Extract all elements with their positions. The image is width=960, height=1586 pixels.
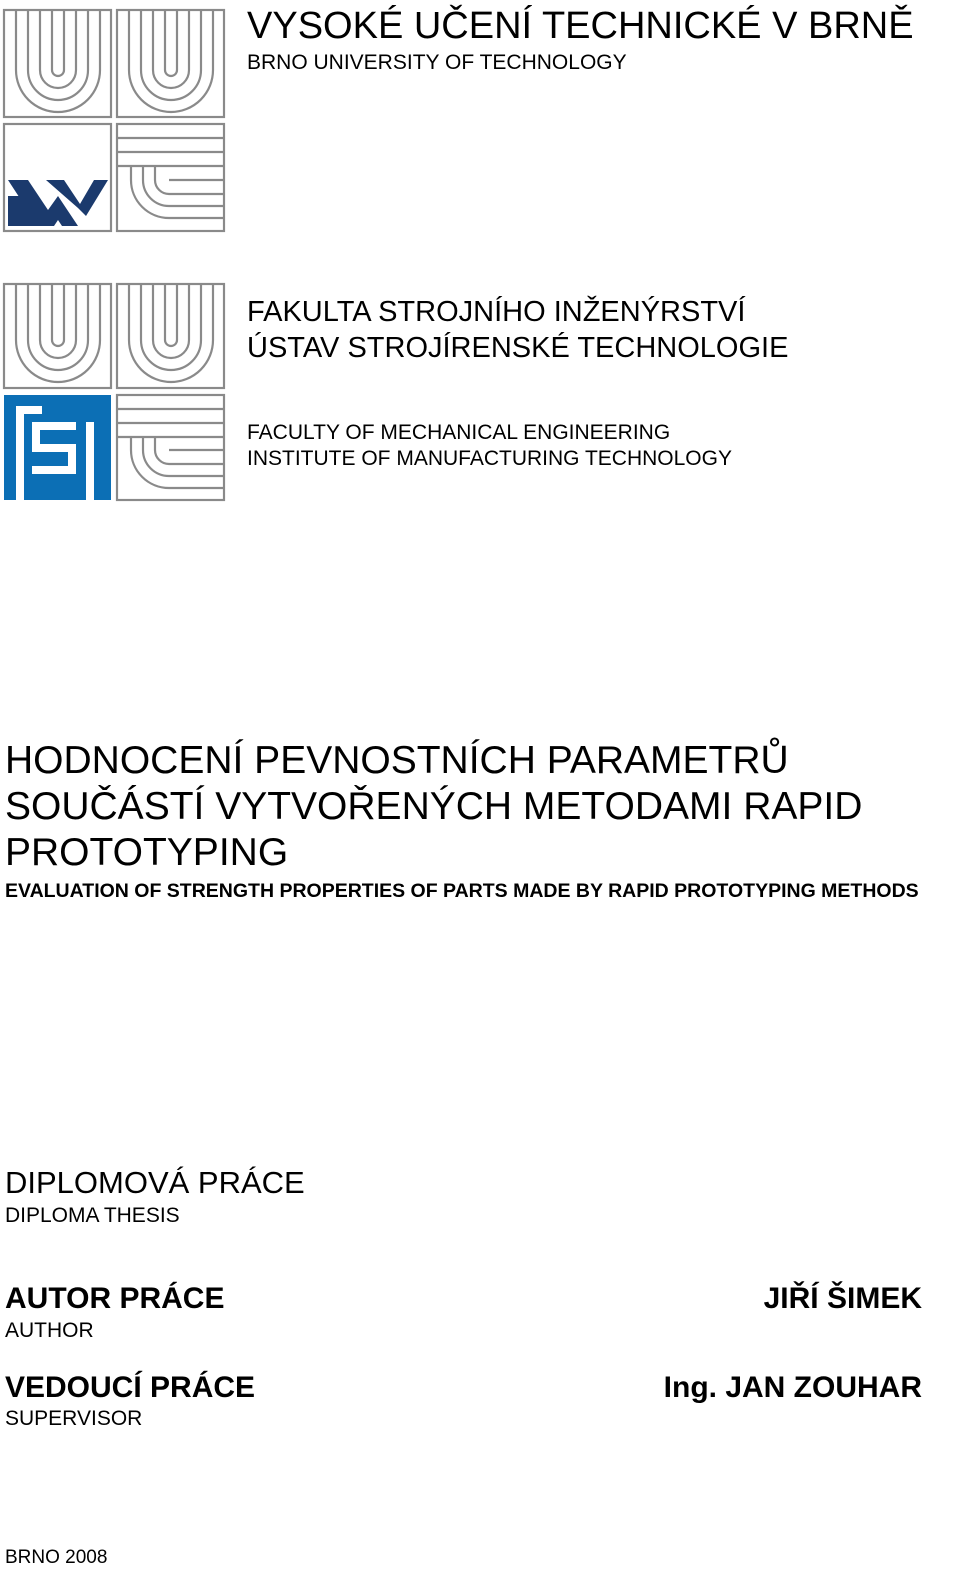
thesis-type-en: DIPLOMA THESIS	[5, 1204, 180, 1227]
institute-name-cz: ÚSTAV STROJÍRENSKÉ TECHNOLOGIE	[247, 332, 789, 364]
thesis-title-cz: HODNOCENÍ PEVNOSTNÍCH PARAMETRŮ SOUČÁSTÍ VYTVOŘENÝCH METODAMI RAPID PROTOTYPING	[5, 739, 863, 874]
thesis-title-en: EVALUATION OF STRENGTH PROPERTIES OF PARTS MADE BY RAPID PROTOTYPING METHODS	[5, 880, 919, 902]
author-name: JIŘÍ ŠIMEK	[763, 1282, 922, 1315]
faculty-name-en: FACULTY OF MECHANICAL ENGINEERING	[247, 421, 671, 444]
author-label: AUTOR PRÁCE	[5, 1282, 225, 1315]
thesis-type-cz: DIPLOMOVÁ PRÁCE	[5, 1165, 305, 1200]
university-name-cz: VYSOKÉ UČENÍ TECHNICKÉ V BRNĚ	[247, 5, 914, 47]
faculty-name-cz: FAKULTA STROJNÍHO INŽENÝRSTVÍ	[247, 296, 746, 328]
supervisor-label: VEDOUCÍ PRÁCE	[5, 1371, 256, 1404]
supervisor-sublabel: SUPERVISOR	[5, 1407, 143, 1430]
place-year: BRNO 2008	[5, 1547, 108, 1568]
fsi-logo-icon	[2, 282, 226, 504]
supervisor-name: Ing. JAN ZOUHAR	[663, 1371, 922, 1404]
vut-logo-icon	[2, 8, 226, 234]
author-sublabel: AUTHOR	[5, 1319, 94, 1342]
institute-name-en: INSTITUTE OF MANUFACTURING TECHNOLOGY	[247, 447, 732, 470]
university-name-en: BRNO UNIVERSITY OF TECHNOLOGY	[247, 51, 627, 74]
